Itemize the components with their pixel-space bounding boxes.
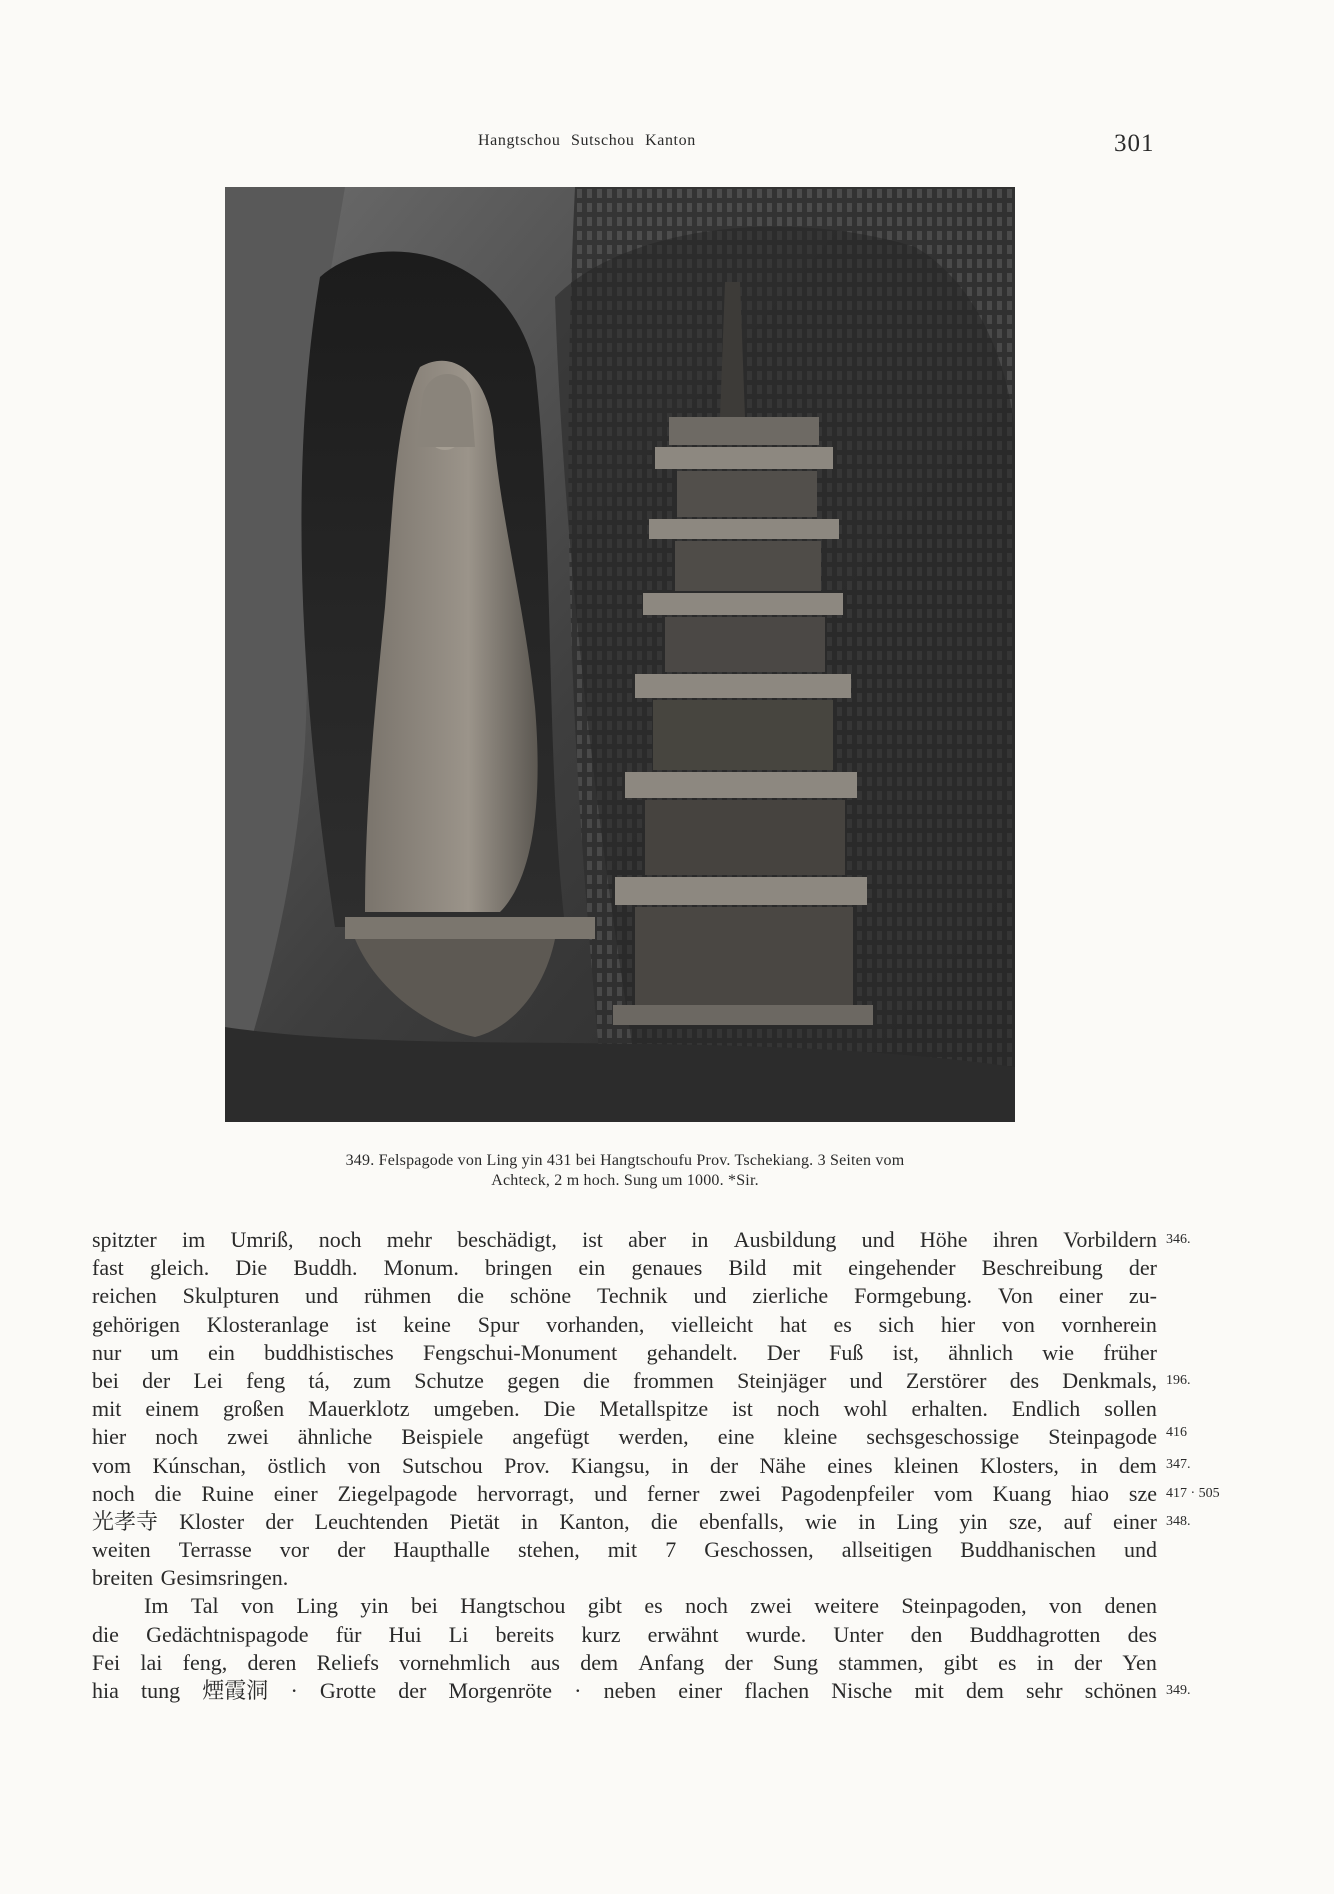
word: die bbox=[583, 1367, 610, 1393]
word: nur bbox=[92, 1339, 122, 1365]
word: östlich bbox=[267, 1452, 327, 1478]
word: Vorbildern bbox=[1063, 1227, 1157, 1252]
word: beschädigt, bbox=[457, 1227, 557, 1252]
word: Terrasse bbox=[178, 1537, 252, 1563]
word: der bbox=[1128, 1255, 1157, 1281]
word: gegen bbox=[507, 1367, 560, 1393]
word: Die bbox=[543, 1396, 576, 1422]
word: Formgebung. bbox=[854, 1283, 973, 1309]
word: Nähe bbox=[759, 1452, 806, 1478]
word: zu- bbox=[1128, 1283, 1157, 1309]
text-line bbox=[92, 1452, 1157, 1480]
word: deren bbox=[247, 1649, 297, 1675]
text-line bbox=[92, 1649, 1157, 1677]
figure-caption bbox=[230, 1151, 1020, 1191]
word: ähnlich bbox=[948, 1339, 1013, 1365]
text-line bbox=[92, 1311, 1157, 1339]
word: wurde. bbox=[745, 1621, 807, 1647]
word: kleine bbox=[783, 1424, 838, 1450]
word: Monum. bbox=[383, 1255, 459, 1281]
caption-line: 349. Felspagode von Ling yin 431 bei Hangtschoufu Prov. Tschekiang. 3 Seiten vom bbox=[345, 1152, 905, 1169]
word: Mauerklotz bbox=[308, 1396, 410, 1422]
word: ferner bbox=[646, 1480, 700, 1506]
word: ihren bbox=[992, 1227, 1039, 1252]
caption-line: Achteck, 2 m hoch. Sung um 1000. *Sir. bbox=[491, 1172, 759, 1189]
word: Anfang bbox=[638, 1649, 705, 1675]
word: mehr bbox=[386, 1227, 432, 1252]
word: schöne bbox=[510, 1283, 572, 1309]
word: zum bbox=[353, 1367, 392, 1393]
word: Spur bbox=[477, 1311, 520, 1337]
word: Umriß, bbox=[230, 1227, 294, 1252]
word: Fuß bbox=[829, 1339, 864, 1365]
word: ein bbox=[578, 1255, 606, 1281]
word: um bbox=[150, 1339, 179, 1365]
word: neben bbox=[603, 1678, 657, 1703]
word: Steinpagode bbox=[1048, 1424, 1157, 1450]
text-line bbox=[92, 1592, 1157, 1620]
word: ein bbox=[207, 1339, 235, 1365]
word: Schutze bbox=[414, 1367, 484, 1393]
word: buddhistisches bbox=[264, 1339, 394, 1365]
word: stehen, bbox=[517, 1537, 580, 1563]
word: vielleicht bbox=[671, 1311, 754, 1337]
word: es bbox=[833, 1311, 852, 1337]
word: früher bbox=[1103, 1339, 1157, 1365]
word: zwei bbox=[750, 1593, 792, 1619]
word: kurz bbox=[581, 1621, 621, 1647]
word: Fengschui-Monument bbox=[422, 1339, 618, 1365]
word: reichen bbox=[92, 1283, 157, 1309]
word: zierliche bbox=[752, 1283, 829, 1309]
word: Bild bbox=[728, 1255, 767, 1281]
word: stammen, bbox=[838, 1649, 924, 1675]
word: werden, bbox=[618, 1424, 689, 1450]
word: ist bbox=[732, 1396, 753, 1422]
word: vornehmlich bbox=[399, 1649, 511, 1675]
page-number: 301 bbox=[1114, 130, 1155, 157]
word: ist, bbox=[892, 1339, 919, 1365]
word: von bbox=[347, 1452, 381, 1478]
word: noch bbox=[155, 1424, 199, 1450]
word: Kúnschan, bbox=[152, 1452, 247, 1478]
margin-ref: 346. bbox=[1166, 1232, 1191, 1247]
word: keine bbox=[403, 1311, 451, 1337]
word: mit bbox=[792, 1255, 822, 1281]
text-line bbox=[92, 1367, 1157, 1395]
word: Von bbox=[997, 1283, 1033, 1309]
word: Steinpagoden, bbox=[901, 1593, 1027, 1619]
word: vorhanden, bbox=[546, 1311, 645, 1337]
word: eines bbox=[827, 1452, 873, 1478]
word: gehörigen bbox=[92, 1311, 180, 1337]
word: in bbox=[858, 1508, 876, 1534]
word: Grotte bbox=[319, 1678, 377, 1703]
word: yin bbox=[959, 1508, 988, 1534]
word: zwei bbox=[227, 1424, 269, 1450]
word: ist bbox=[355, 1311, 377, 1337]
word: großen bbox=[223, 1396, 285, 1422]
word: noch bbox=[318, 1227, 362, 1252]
word: den bbox=[910, 1621, 943, 1647]
word: Zerstörer bbox=[905, 1367, 987, 1393]
word: Beispiele bbox=[401, 1424, 484, 1450]
word: angefügt bbox=[512, 1424, 590, 1450]
word: Buddh. bbox=[293, 1255, 358, 1281]
word: frommen bbox=[633, 1367, 714, 1393]
word: fast bbox=[92, 1255, 124, 1281]
word: sollen bbox=[1104, 1396, 1157, 1422]
word: bereits bbox=[495, 1621, 555, 1647]
word: allseitigen bbox=[841, 1537, 933, 1563]
word: spitzter bbox=[92, 1227, 157, 1252]
word: umgeben. bbox=[433, 1396, 520, 1422]
word: es bbox=[644, 1593, 663, 1619]
word: sich bbox=[878, 1311, 915, 1337]
word: feng bbox=[246, 1367, 286, 1393]
word: Technik bbox=[597, 1283, 668, 1309]
word: Tal bbox=[190, 1593, 219, 1619]
word: Nische bbox=[831, 1678, 893, 1703]
word: sze, bbox=[1008, 1508, 1043, 1534]
word: in bbox=[520, 1508, 539, 1534]
felspagode-photo-image bbox=[225, 187, 1015, 1122]
word: erhalten. bbox=[911, 1396, 988, 1422]
word: hat bbox=[779, 1311, 807, 1337]
word: ebenfalls, bbox=[699, 1508, 784, 1534]
word: Skulpturen bbox=[182, 1283, 280, 1309]
word: sechsgeschossige bbox=[866, 1424, 1020, 1450]
word: der bbox=[1074, 1649, 1103, 1675]
word: Reliefs bbox=[316, 1649, 379, 1675]
word: gehandelt. bbox=[646, 1339, 738, 1365]
word: für bbox=[335, 1621, 362, 1647]
word: einer bbox=[273, 1480, 318, 1506]
word: einer bbox=[678, 1678, 723, 1703]
word: von bbox=[1001, 1311, 1035, 1337]
word: von bbox=[1049, 1593, 1083, 1619]
word: Pagodenpfeiler bbox=[780, 1480, 914, 1506]
word: gibt bbox=[587, 1593, 622, 1619]
word: bei bbox=[410, 1593, 438, 1619]
word: Unter bbox=[833, 1621, 884, 1647]
word: Ausbildung bbox=[733, 1227, 837, 1252]
margin-ref: 417 · 505 bbox=[1166, 1486, 1220, 1501]
word: im bbox=[182, 1227, 206, 1252]
text-line bbox=[92, 1339, 1157, 1367]
word: es bbox=[998, 1649, 1017, 1675]
word: Kanton, bbox=[559, 1508, 630, 1534]
word: aber bbox=[628, 1227, 667, 1252]
word: mit bbox=[607, 1537, 638, 1563]
word: vom bbox=[933, 1480, 973, 1506]
text-line bbox=[92, 1621, 1157, 1649]
word: hervorragt, bbox=[477, 1480, 575, 1506]
word: feng, bbox=[182, 1649, 228, 1675]
word: vor bbox=[279, 1537, 310, 1563]
page-header bbox=[0, 132, 1334, 162]
word: mit bbox=[914, 1678, 944, 1703]
word: Buddhagrotten bbox=[969, 1621, 1101, 1647]
word: Leuchtenden bbox=[314, 1508, 429, 1534]
word: die bbox=[650, 1508, 678, 1534]
margin-ref: 196. bbox=[1166, 1373, 1191, 1388]
margin-ref: 349. bbox=[1166, 1683, 1191, 1698]
text-line bbox=[92, 1254, 1157, 1282]
word: hiao bbox=[1071, 1480, 1110, 1506]
word: des bbox=[1009, 1367, 1040, 1393]
word: 煙霞洞 bbox=[202, 1678, 269, 1703]
word: Prov. bbox=[504, 1452, 550, 1478]
word: rühmen bbox=[364, 1283, 432, 1309]
word: genaues bbox=[631, 1255, 703, 1281]
word: Ling bbox=[896, 1508, 939, 1534]
word: ist bbox=[582, 1227, 603, 1252]
word: der bbox=[398, 1678, 427, 1703]
word: vom bbox=[92, 1452, 132, 1478]
word: tá, bbox=[308, 1367, 330, 1393]
word: wohl bbox=[843, 1396, 888, 1422]
word: Steinjäger bbox=[737, 1367, 827, 1393]
word: wie bbox=[1042, 1339, 1074, 1365]
word: in bbox=[691, 1227, 709, 1252]
word: · bbox=[290, 1678, 298, 1703]
word: schönen bbox=[1084, 1678, 1157, 1703]
word: noch bbox=[776, 1396, 820, 1422]
word: Gedächtnispagode bbox=[146, 1621, 309, 1647]
word: eingehender bbox=[848, 1255, 956, 1281]
word: mit bbox=[92, 1396, 122, 1422]
word: wie bbox=[805, 1508, 837, 1534]
word: der bbox=[265, 1508, 294, 1534]
word: tung bbox=[141, 1678, 181, 1703]
word: Klosters, bbox=[980, 1452, 1059, 1478]
word: erwähnt bbox=[647, 1621, 719, 1647]
word: · bbox=[574, 1678, 582, 1703]
text-line bbox=[92, 1226, 1157, 1254]
text-line bbox=[92, 1395, 1157, 1423]
word: lai bbox=[140, 1649, 163, 1675]
word: und bbox=[693, 1283, 727, 1309]
word: Ruine bbox=[201, 1480, 254, 1506]
word: und bbox=[1123, 1537, 1157, 1563]
word: Buddhanischen bbox=[960, 1537, 1096, 1563]
word: in bbox=[671, 1452, 689, 1478]
margin-ref: 347. bbox=[1166, 1457, 1191, 1472]
word: der bbox=[724, 1649, 753, 1675]
word: Denkmals, bbox=[1062, 1367, 1157, 1393]
word: kleinen bbox=[893, 1452, 959, 1478]
word: aus bbox=[530, 1649, 560, 1675]
word: Geschossen, bbox=[704, 1537, 814, 1563]
text-line bbox=[92, 1480, 1157, 1508]
body-text bbox=[92, 1226, 1157, 1705]
word: Der bbox=[766, 1339, 800, 1365]
word: hia bbox=[92, 1678, 119, 1703]
word: flachen bbox=[744, 1678, 810, 1703]
word: die bbox=[457, 1283, 485, 1309]
word: und bbox=[849, 1367, 883, 1393]
word: Fei bbox=[92, 1649, 121, 1675]
word: Endlich bbox=[1011, 1396, 1081, 1422]
margin-ref: 416 bbox=[1166, 1425, 1187, 1440]
word: und bbox=[594, 1480, 628, 1506]
word: ähnliche bbox=[297, 1424, 373, 1450]
word: eine bbox=[717, 1424, 755, 1450]
word: Lei bbox=[193, 1367, 223, 1393]
word: Beschreibung bbox=[981, 1255, 1103, 1281]
word: der bbox=[337, 1537, 366, 1563]
word: Die bbox=[235, 1255, 268, 1281]
word: und bbox=[305, 1283, 339, 1309]
word: Morgenröte bbox=[448, 1678, 552, 1703]
word: der bbox=[142, 1367, 171, 1393]
running-head: Hangtschou Sutschou Kanton bbox=[478, 132, 696, 149]
word: sehr bbox=[1025, 1678, 1063, 1703]
word: weiten bbox=[92, 1537, 151, 1563]
word: Hangtschou bbox=[460, 1593, 566, 1619]
word: Klosteranlage bbox=[206, 1311, 329, 1337]
word: sze bbox=[1128, 1480, 1157, 1506]
word: gibt bbox=[943, 1649, 978, 1675]
word: vornherein bbox=[1061, 1311, 1157, 1337]
word: hier bbox=[92, 1424, 127, 1450]
figure-photo bbox=[225, 187, 1015, 1122]
word: noch bbox=[685, 1593, 728, 1619]
word: zwei bbox=[719, 1480, 761, 1506]
word: des bbox=[1127, 1621, 1157, 1647]
text-line bbox=[92, 1423, 1157, 1451]
word: dem bbox=[1118, 1452, 1157, 1478]
word: hier bbox=[940, 1311, 976, 1337]
word: Hui bbox=[388, 1621, 422, 1647]
text-line bbox=[92, 1536, 1157, 1564]
word: Im bbox=[144, 1593, 169, 1619]
word: Ziegelpagode bbox=[337, 1480, 458, 1506]
word: Sutschou bbox=[401, 1452, 483, 1478]
word: Metallspitze bbox=[599, 1396, 709, 1422]
word: Ling bbox=[296, 1593, 339, 1619]
word: auf bbox=[1063, 1508, 1092, 1534]
word: bringen bbox=[485, 1255, 553, 1281]
word: yin bbox=[360, 1593, 389, 1619]
word: bei bbox=[92, 1367, 119, 1393]
word: gleich. bbox=[149, 1255, 210, 1281]
word: einer bbox=[1113, 1508, 1157, 1534]
word: Sung bbox=[772, 1649, 819, 1675]
word: noch bbox=[92, 1480, 135, 1506]
word: Höhe bbox=[919, 1227, 968, 1252]
word: in bbox=[1036, 1649, 1054, 1675]
word: und bbox=[861, 1227, 895, 1252]
word: 7 bbox=[665, 1537, 677, 1563]
text-line bbox=[92, 1282, 1157, 1310]
word: weitere bbox=[814, 1593, 879, 1619]
word: Li bbox=[448, 1621, 469, 1647]
margin-ref: 348. bbox=[1166, 1514, 1191, 1529]
word: Kuang bbox=[992, 1480, 1052, 1506]
text-line bbox=[92, 1508, 1157, 1536]
word: Pietät bbox=[449, 1508, 500, 1534]
word: dem bbox=[580, 1649, 619, 1675]
word: Yen bbox=[1122, 1649, 1157, 1675]
word: von bbox=[241, 1593, 275, 1619]
text-line: breiten Gesimsringen. bbox=[92, 1565, 289, 1591]
word: denen bbox=[1104, 1593, 1157, 1619]
word: Kiangsu, bbox=[571, 1452, 650, 1478]
word: Haupthalle bbox=[393, 1537, 490, 1563]
word: einer bbox=[1058, 1283, 1103, 1309]
word: dem bbox=[965, 1678, 1004, 1703]
word: Kloster bbox=[179, 1508, 245, 1534]
word: die bbox=[92, 1621, 119, 1647]
word: die bbox=[154, 1480, 182, 1506]
word: der bbox=[709, 1452, 739, 1478]
word: in bbox=[1080, 1452, 1098, 1478]
word: einem bbox=[145, 1396, 200, 1422]
text-line bbox=[92, 1677, 1157, 1705]
word: 光孝寺 bbox=[92, 1508, 159, 1534]
